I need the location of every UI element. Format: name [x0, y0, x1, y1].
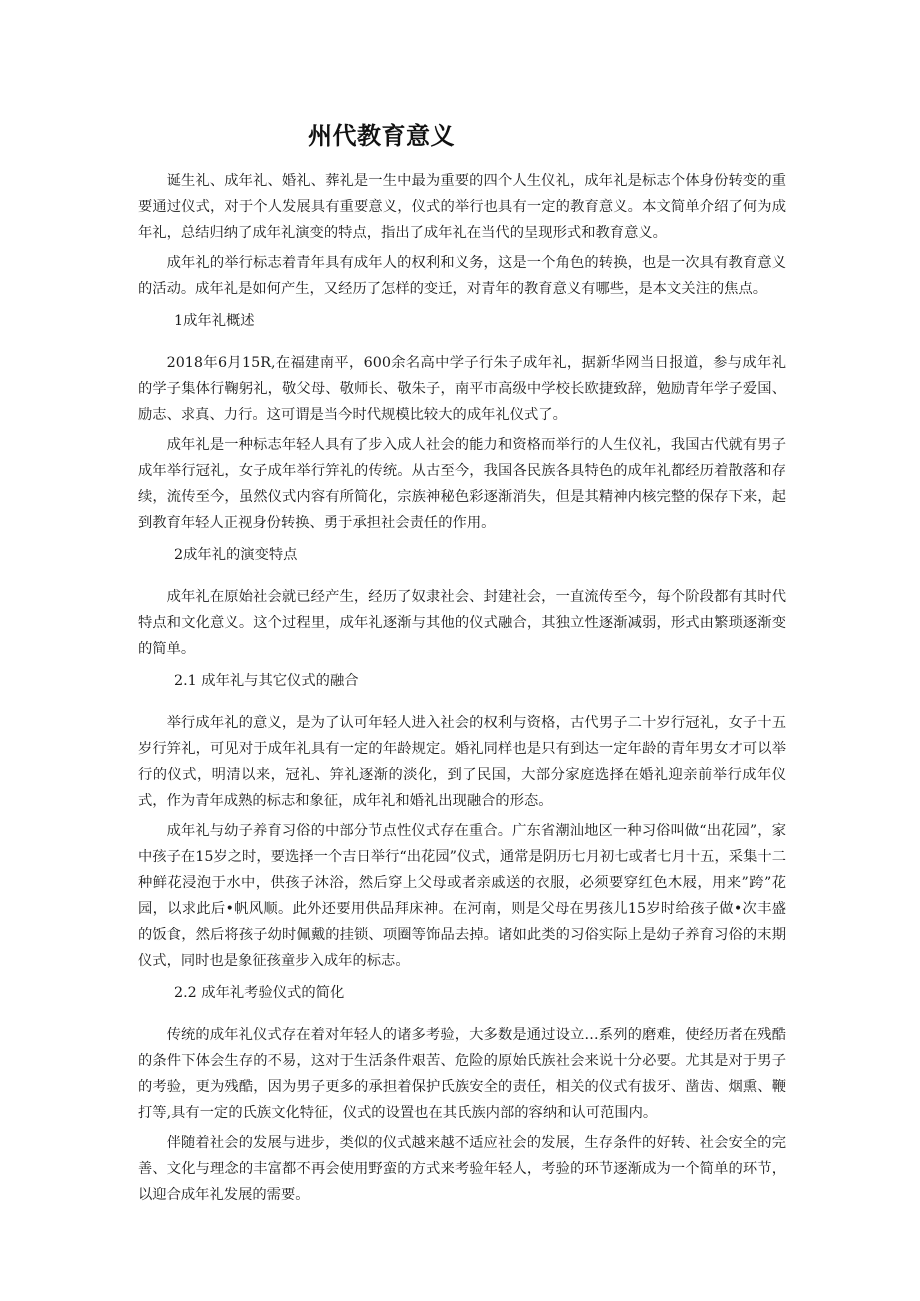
paragraph-intro: 成年礼的举行标志着青年具有成年人的权利和义务，这是一个角色的转换，也是一次具有教育意义的活动。成年礼是如何产生，又经历了怎样的变迁，对青年的教育意义有哪些，是本文关注的焦点。	[138, 255, 786, 297]
paragraph: 成年礼在原始社会就已经产生，经历了奴隶社会、封建社会，一直流传至今，每个阶段都有其时代特点和文化意义。这个过程里，成年礼逐渐与其他的仪式融合，其独立性逐渐减弱，形式由繁琐逐渐变的简单。	[138, 589, 786, 657]
paragraph: 传统的成年礼仪式存在着对年轻人的诸多考验，大多数是通过设立…系列的磨难，使经历者在残酷的条件下体会生存的不易，这对于生活条件艰苦、危险的原始氏族社会来说十分必要。尤其是对于男子的考验，更为残酷，因为男子更多的承担着保护氏族安全的责任，相关的仪式有拔牙、凿齿、烟熏、鞭打等,具有一定的氏族文化特征，仪式的设置也在其氏族内部的容纳和认可范围内。	[138, 1027, 786, 1121]
paragraph: 成年礼是一种标志年轻人具有了步入成人社会的能力和资格而举行的人生仪礼，我国古代就有男子成年举行冠礼，女子成年举行笄礼的传统。从古至今，我国各民族各具特色的成年礼都经历着散落和存续，流传至今，虽然仪式内容有所简化，宗族神秘色彩逐渐消失，但是其精神内核完整的保存下来，起到教育年轻人正视身份转换、勇于承担社会责任的作用。	[138, 437, 786, 531]
paragraph-abstract: 诞生礼、成年礼、婚礼、葬礼是一生中最为重要的四个人生仪礼，成年礼是标志个体身份转变的重要通过仪式，对于个人发展具有重要意义，仪式的举行也具有一定的教育意义。本文简单介绍了何为成年礼，总结归纳了成年礼演变的特点，指出了成年礼在当代的呈现形式和教育意义。	[138, 173, 786, 241]
paragraph: 成年礼与幼子养育习俗的中部分节点性仪式存在重合。广东省潮汕地区一种习俗叫做“出花园”，家中孩子在15岁之时，要选择一个吉日举行“出花园”仪式，通常是阴历七月初七或者七月十五，采集十二种鲜花浸泡于水中，供孩子沐浴，然后穿上父母或者亲戚送的衣服，必须要穿红色木屐，用来”跨”花园，以求此后•帆风顺。此外还要用供品拜床神。在河南，则是父母在男孩儿15岁时给孩子做•次丰盛的饭食，然后将孩子幼时佩戴的挂锁、项圈等饰品去掉。诸如此类的习俗实际上是幼子养育习俗的末期仪式，同时也是象征孩童步入成年的标志。	[138, 823, 786, 969]
section-heading-1: 1成年礼概述	[174, 313, 255, 329]
subsection-heading-2-1: 2.1 成年礼与其它仪式的融合	[174, 673, 359, 689]
document-page	[138, 118, 786, 1212]
section-heading-2: 2成年礼的演变特点	[174, 547, 298, 563]
page-title: 州代教育意义	[308, 122, 455, 150]
paragraph: 2018年6月15R,在福建南平，600余名高中学子行朱子成年礼，据新华网当日报道，参与成年礼的学子集体行鞠躬礼，敬父母、敬师长、敬朱子，南平市高级中学校长欧捷致辞，勉励青年学子爱国、励志、求真、力行。这可谓是当今时代规模比较大的成年礼仪式了。	[138, 355, 786, 423]
subsection-heading-2-2: 2.2 成年礼考验仪式的简化	[174, 985, 345, 1001]
paragraph: 伴随着社会的发展与进步，类似的仪式越来越不适应社会的发展，生存条件的好转、社会安全的完善、文化与理念的丰富都不再会使用野蛮的方式来考验年轻人，考验的环节逐渐成为一个简单的环节，以迎合成年礼发展的需要。	[138, 1135, 786, 1203]
paragraph: 举行成年礼的意义，是为了认可年轻人进入社会的权利与资格，古代男子二十岁行冠礼，女子十五岁行笄礼，可见对于成年礼具有一定的年龄规定。婚礼同样也是只有到达一定年龄的青年男女才可以举行的仪式，明清以来，冠礼、笄礼逐渐的淡化，到了民国，大部分家庭选择在婚礼迎亲前举行成年仪式，作为青年成熟的标志和象征，成年礼和婚礼出现融合的形态。	[138, 715, 786, 809]
